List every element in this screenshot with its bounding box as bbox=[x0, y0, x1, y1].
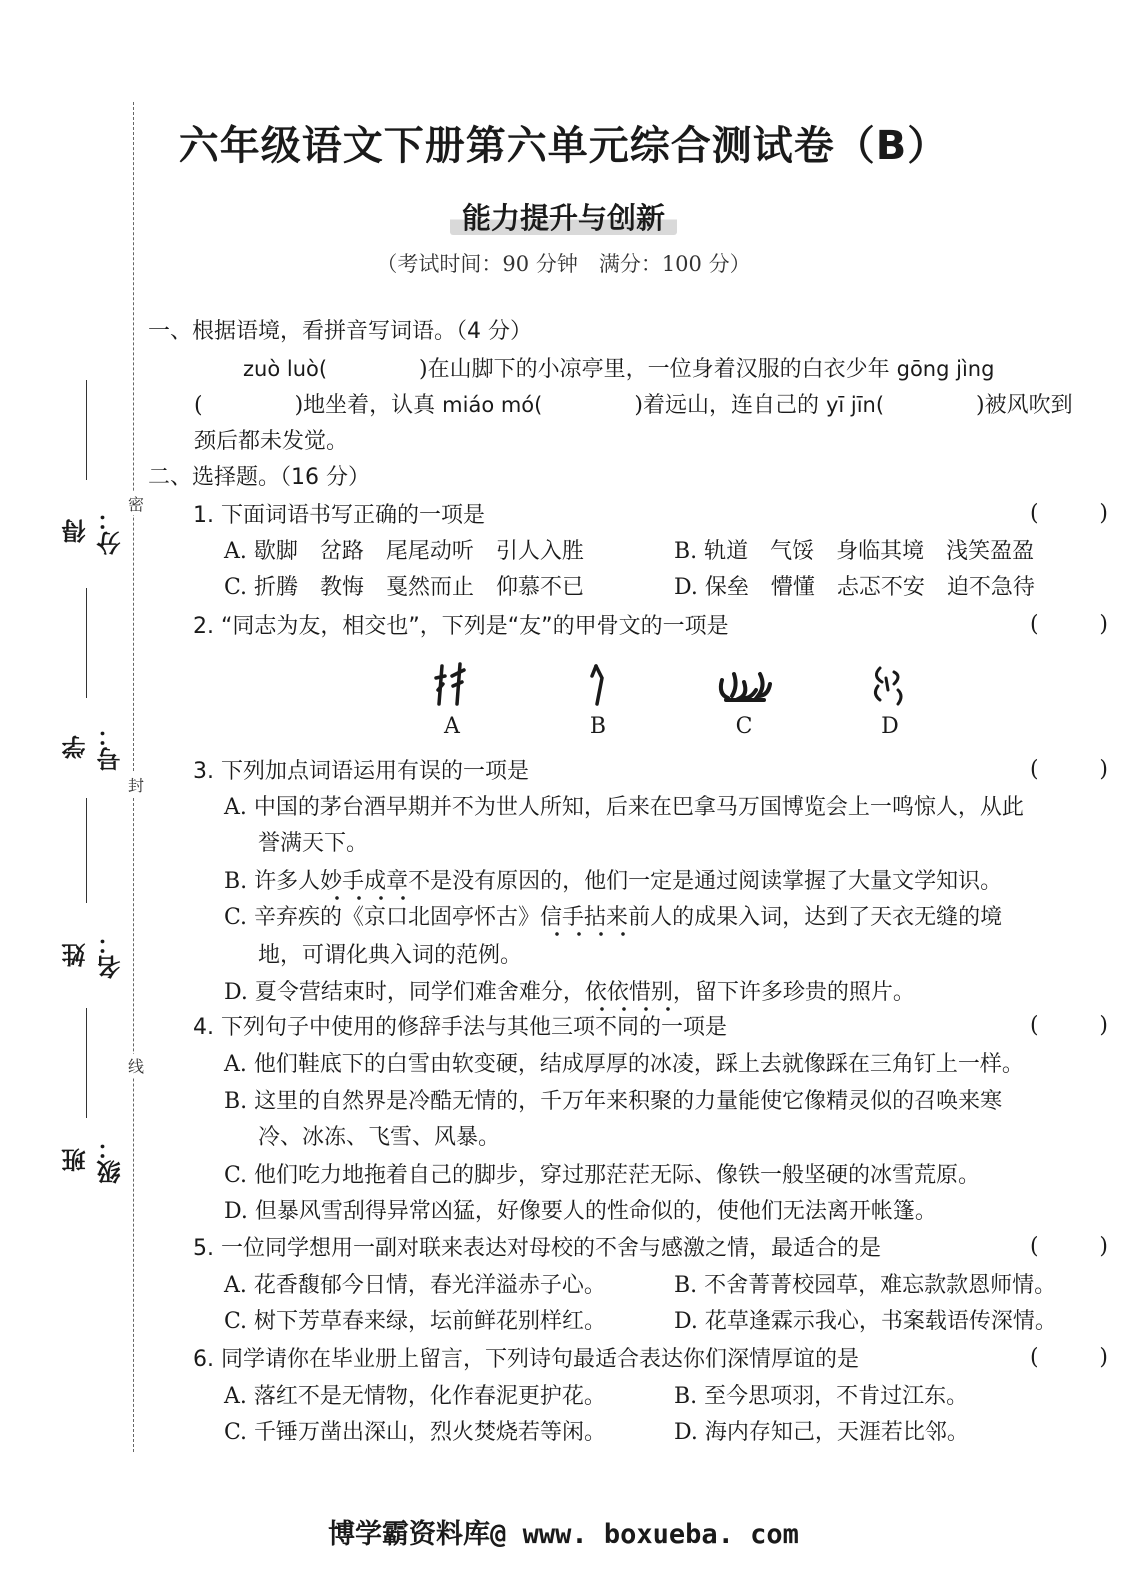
q1-answer-paren[interactable] bbox=[1030, 501, 1108, 526]
class-field-line[interactable] bbox=[86, 1008, 87, 1118]
q2-answer-paren[interactable] bbox=[1030, 612, 1108, 637]
q6-option-b[interactable]: B. 至今思项羽，不肯过江东。 bbox=[674, 1384, 969, 1409]
section1-line1 bbox=[243, 354, 994, 385]
section1-heading: 一、根据语境，看拼音写词语。（4 分） bbox=[148, 319, 532, 344]
paren-open: ( bbox=[1030, 757, 1039, 782]
q3-option-c-cont: 地，可谓化典入词的范例。 bbox=[258, 943, 523, 968]
q6-option-d[interactable]: D. 海内存知己，天涯若比邻。 bbox=[674, 1420, 969, 1445]
glyph-label-d: D bbox=[881, 714, 899, 739]
seal-char-feng: 封 bbox=[126, 773, 146, 796]
section1-line2-open: ( bbox=[194, 393, 203, 418]
paren-close: ) bbox=[1099, 757, 1108, 782]
q5-option-b[interactable]: B. 不舍菁菁校园草，难忘款款恩师情。 bbox=[674, 1273, 1057, 1298]
q5-option-a[interactable]: A. 花香馥郁今日情，春光洋溢赤子心。 bbox=[224, 1273, 606, 1298]
q3-b-dotted-word: 妙手成章 bbox=[320, 869, 409, 894]
glyph-label-a: A bbox=[444, 714, 460, 739]
page-subtitle bbox=[0, 196, 1127, 237]
q4-option-c[interactable]: C. 他们吃力地拖着自己的脚步，穿过那茫茫无际、像铁一般坚硬的冰雪荒原。 bbox=[224, 1163, 981, 1188]
paren-open: ( bbox=[1030, 612, 1039, 637]
section1-line3: 颈后都未发觉。 bbox=[194, 429, 349, 454]
q1-option-c[interactable]: C. 折腾 教悔 戛然而止 仰慕不已 bbox=[224, 575, 585, 600]
paren-open: ( bbox=[1030, 1013, 1039, 1038]
paren-close: ) bbox=[1099, 1234, 1108, 1259]
section1-line2-text1: )地坐着，认真 bbox=[294, 393, 443, 418]
paren-close: ) bbox=[1099, 1013, 1108, 1038]
section1-line2-text3: )被风吹到 bbox=[976, 393, 1073, 418]
q4-option-b[interactable]: B. 这里的自然界是冷酷无情的，千万年来积聚的力量能使它像精灵似的召唤来寒 bbox=[224, 1089, 1003, 1114]
student-id-field-line[interactable] bbox=[86, 588, 87, 698]
exam-info: （考试时间：90 分钟 满分：100 分） bbox=[376, 252, 751, 276]
pinyin-miaomo: miáo mó( bbox=[442, 393, 543, 417]
q3-stem: 3. 下列加点词语运用有误的一项是 bbox=[193, 759, 529, 784]
score-field-line[interactable] bbox=[86, 380, 87, 480]
paren-open: ( bbox=[1030, 501, 1039, 526]
q3-c-suffix: 前人的成果入词，达到了天衣无缝的境 bbox=[628, 905, 1003, 930]
glyph-label-b: B bbox=[589, 714, 607, 739]
q1-option-d[interactable]: D. 保垒 懵懂 忐忑不安 迫不急待 bbox=[674, 575, 1035, 600]
oracle-glyph-b-icon[interactable] bbox=[558, 656, 638, 712]
q3-answer-paren[interactable] bbox=[1030, 757, 1108, 782]
q3-c-dotted-word: 信手拈来 bbox=[540, 905, 629, 930]
q4-stem: 4. 下列句子中使用的修辞手法与其他三项不同的一项是 bbox=[193, 1015, 727, 1040]
q3-b-suffix: 不是没有原因的，他们一定是通过阅读掌握了大量文学知识。 bbox=[408, 869, 1003, 894]
oracle-glyph-c-icon[interactable] bbox=[704, 656, 784, 712]
name-field-line[interactable] bbox=[86, 798, 87, 903]
q1-stem: 1. 下面词语书写正确的一项是 bbox=[193, 503, 485, 528]
q6-option-a[interactable]: A. 落红不是无情物，化作春泥更护花。 bbox=[224, 1384, 606, 1409]
q6-answer-paren[interactable] bbox=[1030, 1345, 1108, 1370]
q3-option-a[interactable]: A. 中国的茅台酒早期并不为世人所知，后来在巴拿马万国博览会上一鸣惊人，从此 bbox=[224, 795, 1024, 820]
section1-line2-text2: )着远山，连自己的 bbox=[634, 393, 826, 418]
q5-option-c[interactable]: C. 树下芳草春来绿，坛前鲜花别样红。 bbox=[224, 1309, 607, 1334]
q3-d-prefix: D. 夏令营结束时，同学们难舍难分， bbox=[224, 980, 585, 1005]
pinyin-gongjing: gōng jìng bbox=[896, 357, 995, 381]
q6-stem: 6. 同学请你在毕业册上留言，下列诗句最适合表达你们深情厚谊的是 bbox=[193, 1347, 859, 1372]
pinyin-yijin: yī jīn( bbox=[825, 393, 885, 417]
name-field-label: 姓名： bbox=[61, 931, 125, 979]
oracle-glyph-d-icon[interactable] bbox=[850, 656, 930, 712]
section1-line1-text: )在山脚下的小凉亭里，一位身着汉服的白衣少年 bbox=[419, 357, 897, 382]
q3-d-suffix: ，留下许多珍贵的照片。 bbox=[672, 980, 915, 1005]
q4-option-d[interactable]: D. 但暴风雪刮得异常凶猛，好像要人的性命似的，使他们无法离开帐篷。 bbox=[224, 1199, 937, 1224]
q3-option-d[interactable] bbox=[224, 978, 915, 1008]
paren-open: ( bbox=[1030, 1345, 1039, 1370]
q5-stem: 5. 一位同学想用一副对联来表达对母校的不舍与感激之情，最适合的是 bbox=[193, 1236, 881, 1261]
q3-c-prefix: C. 辛弃疾的《京口北固亭怀古》 bbox=[224, 905, 541, 930]
q5-option-d[interactable]: D. 花草逢霖示我心，书案载语传深情。 bbox=[674, 1309, 1057, 1334]
q4-answer-paren[interactable] bbox=[1030, 1013, 1108, 1038]
q3-option-a-cont: 誉满天下。 bbox=[258, 831, 369, 856]
q6-option-c[interactable]: C. 千锤万凿出深山，烈火焚烧若等闲。 bbox=[224, 1420, 607, 1445]
paren-close: ) bbox=[1099, 612, 1108, 637]
oracle-glyph-a-icon[interactable] bbox=[412, 656, 492, 712]
section1-line2 bbox=[194, 390, 1073, 421]
q1-option-b[interactable]: B. 轨道 气馁 身临其境 浅笑盈盈 bbox=[674, 539, 1035, 564]
score-field-label: 得分： bbox=[61, 507, 125, 555]
q3-option-b[interactable] bbox=[224, 867, 1002, 897]
pinyin-zuoluo: zuò luò( bbox=[243, 357, 328, 381]
class-field-label: 班级： bbox=[61, 1136, 125, 1184]
glyph-label-c: C bbox=[735, 714, 753, 739]
paren-close: ) bbox=[1099, 1345, 1108, 1370]
student-id-field-label: 学号： bbox=[61, 723, 125, 771]
subtitle-text: 能力提升与创新 bbox=[450, 201, 677, 235]
q3-option-c[interactable] bbox=[224, 903, 1002, 933]
footer-watermark: 博学霸资料库@ www. boxueba. com bbox=[328, 1519, 799, 1550]
q3-d-dotted-word: 依依惜别 bbox=[584, 980, 673, 1005]
q4-option-b-cont: 冷、冰冻、飞雪、风暴。 bbox=[258, 1125, 501, 1150]
paren-open: ( bbox=[1030, 1234, 1039, 1259]
page-title: 六年级语文下册第六单元综合测试卷（B） bbox=[178, 123, 949, 169]
seal-char-mi: 密 bbox=[126, 492, 146, 515]
q1-option-a[interactable]: A. 歇脚 岔路 尾尾动听 引人入胜 bbox=[224, 539, 584, 564]
q3-b-prefix: B. 许多人 bbox=[224, 869, 321, 894]
seal-char-xian: 线 bbox=[126, 1054, 146, 1077]
q2-stem: 2. “同志为友，相交也”，下列是“友”的甲骨文的一项是 bbox=[193, 614, 729, 639]
paren-close: ) bbox=[1099, 501, 1108, 526]
q4-option-a[interactable]: A. 他们鞋底下的白雪由软变硬，结成厚厚的冰凌，踩上去就像踩在三角钉上一样。 bbox=[224, 1052, 1024, 1077]
section2-heading: 二、选择题。（16 分） bbox=[148, 465, 370, 490]
q5-answer-paren[interactable] bbox=[1030, 1234, 1108, 1259]
